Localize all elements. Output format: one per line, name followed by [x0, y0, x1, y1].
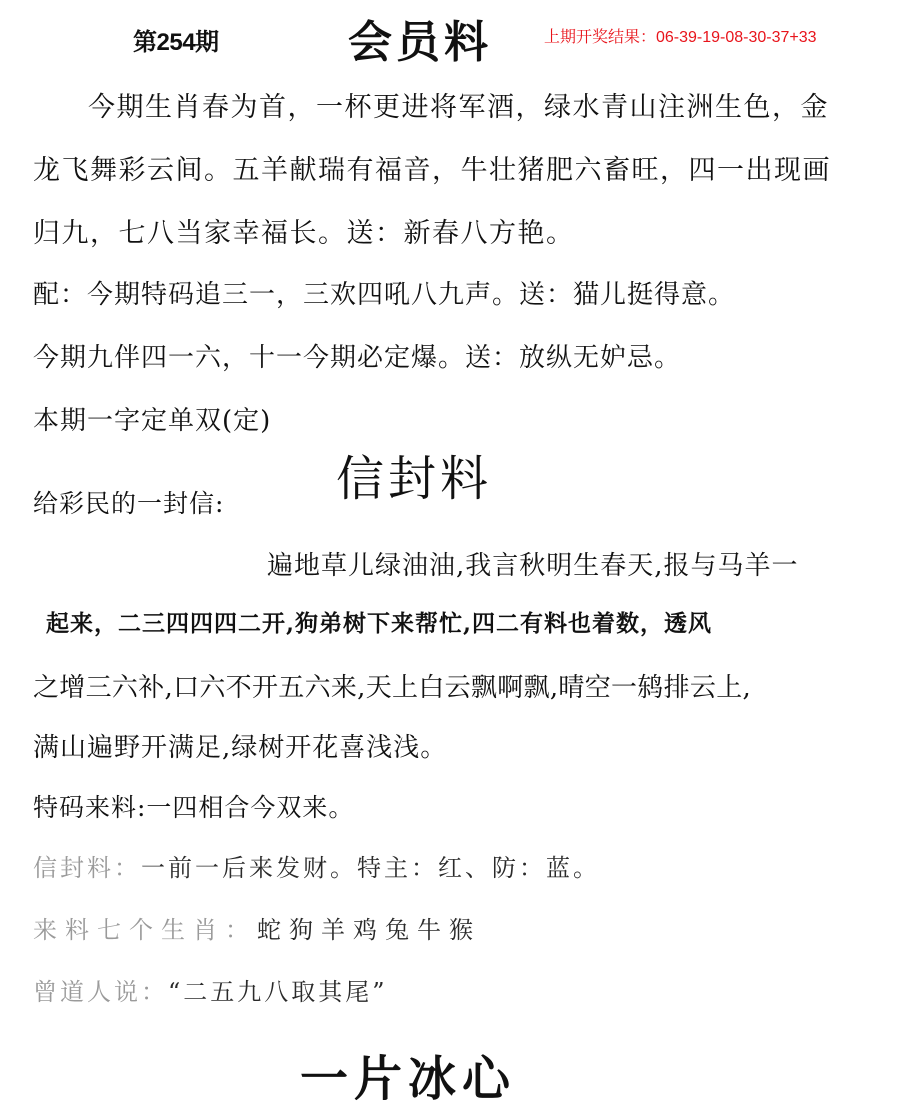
issue-number: 第254期	[133, 29, 219, 56]
letter-line-4: 满山遍野开满足,绿树开花喜浅浅。	[33, 733, 448, 763]
zodiac-tip-line	[33, 910, 481, 945]
letter-greeting: 给彩民的一封信:	[33, 489, 225, 518]
saying-tip-text: “二五九八取其尾”	[168, 978, 388, 1006]
member-line-3: 归九，七八当家幸福长。送：新春八方艳。	[33, 218, 575, 249]
letter-line-1: 遍地草儿绿油油,我言秋明生春天,报与马羊一	[267, 551, 799, 581]
section-title-letter: 信封料	[336, 451, 493, 507]
envelope-tip-label: 信封料：	[33, 854, 141, 882]
saying-tip-label: 曾道人说：	[33, 978, 168, 1006]
member-line-1: 今期生肖春为首，一杯更进将军酒，绿水青山注洲生色，金	[88, 92, 829, 123]
section-title-next: 一片冰心	[300, 1051, 517, 1107]
letter-line-3: 之增三六补,口六不开五六来,天上白云飘啊飘,晴空一鸫排云上,	[33, 673, 752, 703]
saying-tip-line	[33, 972, 388, 1007]
page-title: 会员料	[348, 17, 492, 68]
previous-draw-result: 上期开奖结果：06-39-19-08-30-37+33	[544, 29, 817, 46]
member-line-5: 今期九伴四一六，十一今期必定爆。送：放纵无妒忌。	[33, 343, 682, 373]
letter-line-2: 起来，二三四四四二开,狗弟树下来帮忙,四二有料也着数，透风	[46, 610, 713, 637]
member-line-4: 配：今期特码追三一，三欢四吼八九声。送：猫儿挺得意。	[33, 280, 736, 310]
zodiac-tip-text: 蛇狗羊鸡兔牛猴	[257, 916, 481, 944]
letter-line-5: 特码来料:一四相合今双来。	[33, 793, 355, 822]
envelope-tip-line	[33, 848, 600, 883]
envelope-tip-text: 一前一后来发财。特主：红、防：蓝。	[141, 854, 600, 882]
member-line-6: 本期一字定单双(定)	[33, 406, 272, 436]
member-line-2: 龙飞舞彩云间。五羊献瑞有福音，牛壮猪肥六畜旺，四一出现画	[33, 155, 831, 186]
zodiac-tip-label: 来料七个生肖：	[33, 916, 257, 944]
